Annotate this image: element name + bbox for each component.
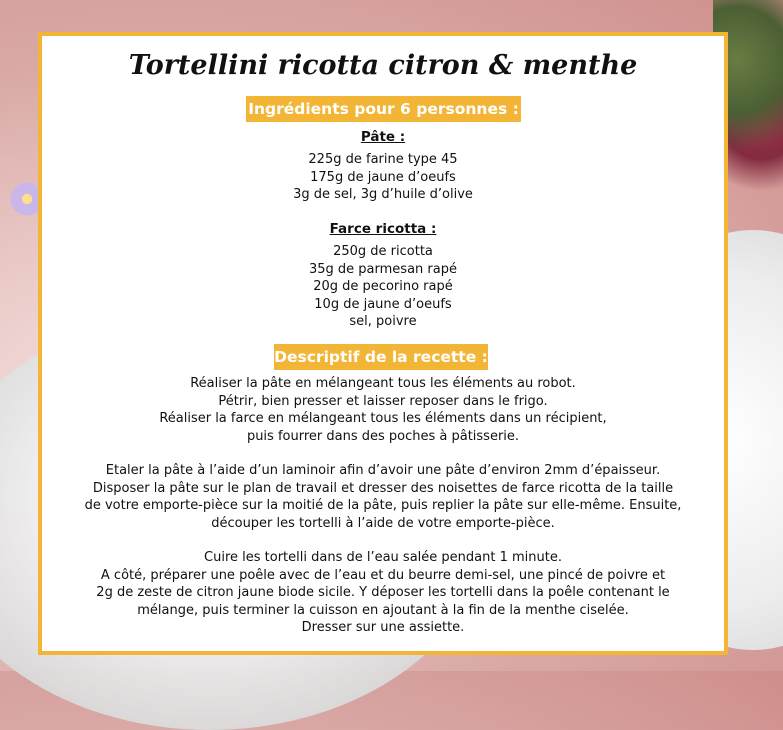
ingredient-item: sel, poivre: [349, 314, 417, 329]
ingredients-banner: Ingrédients pour 6 personnes :: [246, 96, 521, 122]
recipe-banner: Descriptif de la recette :: [274, 344, 488, 370]
recipe-paragraph-2: [42, 462, 724, 532]
recipe-line: puis fourrer dans des poches à pâtisserie.: [246, 428, 520, 444]
recipe-line: mélange, puis terminer la cuisson en ajoutant à la fin de la menthe ciselée.: [137, 602, 629, 618]
recipe-line: Réaliser la farce en mélangeant tous les éléments dans un récipient,: [159, 411, 607, 426]
pate-heading: Pâte :: [360, 129, 406, 145]
ingredient-item: 35g de parmesan rapé: [309, 261, 457, 277]
farce-heading: Farce ricotta :: [329, 221, 437, 237]
ingredient-item: 175g de jaune d’oeufs: [310, 169, 456, 185]
recipe-line: A côté, préparer une poêle avec de l’eau et du beurre demi-sel, une pincé de poivre et: [100, 567, 666, 583]
ingredient-item: 3g de sel, 3g d’huile d’olive: [293, 187, 473, 202]
recipe-line: Réaliser la pâte en mélangeant tous les éléments au robot.: [190, 376, 576, 391]
recipe-line: Cuire les tortelli dans de l’eau salée pendant 1 minute.: [204, 550, 562, 565]
recipe-paragraph-1: [42, 375, 724, 445]
recipe-line: Etaler la pâte à l’aide d’un laminoir afin d’avoir une pâte d’environ 2mm d’épaisseur.: [105, 463, 661, 478]
ingredient-item: 10g de jaune d’oeufs: [314, 296, 452, 312]
pate-ingredient-list: [42, 151, 724, 204]
farce-ingredient-list: [42, 243, 724, 331]
ingredient-item: 250g de ricotta: [333, 244, 433, 259]
recipe-line: Pétrir, bien presser et laisser reposer dans le frigo.: [218, 393, 548, 409]
recipe-line: Dresser sur une assiette.: [301, 620, 465, 635]
recipe-card: [38, 32, 728, 655]
recipe-line: de votre emporte-pièce sur la moitié de la pâte, puis replier la pâte sur elle-même. Ensuite,: [84, 498, 682, 513]
recipe-line: découper les tortelli à l’aide de votre emporte-pièce.: [211, 515, 555, 531]
recipe-title: Tortellini ricotta citron & menthe: [128, 50, 638, 81]
ingredient-item: 20g de pecorino rapé: [313, 279, 453, 294]
recipe-paragraph-3: [42, 549, 724, 637]
recipe-line: 2g de zeste de citron jaune biode sicile. Y déposer les tortelli dans la poêle contenant le: [96, 585, 670, 600]
recipe-line: Disposer la pâte sur le plan de travail et dresser des noisettes de farce ricotta de la taille: [92, 480, 674, 496]
ingredient-item: 225g de farine type 45: [308, 152, 458, 167]
